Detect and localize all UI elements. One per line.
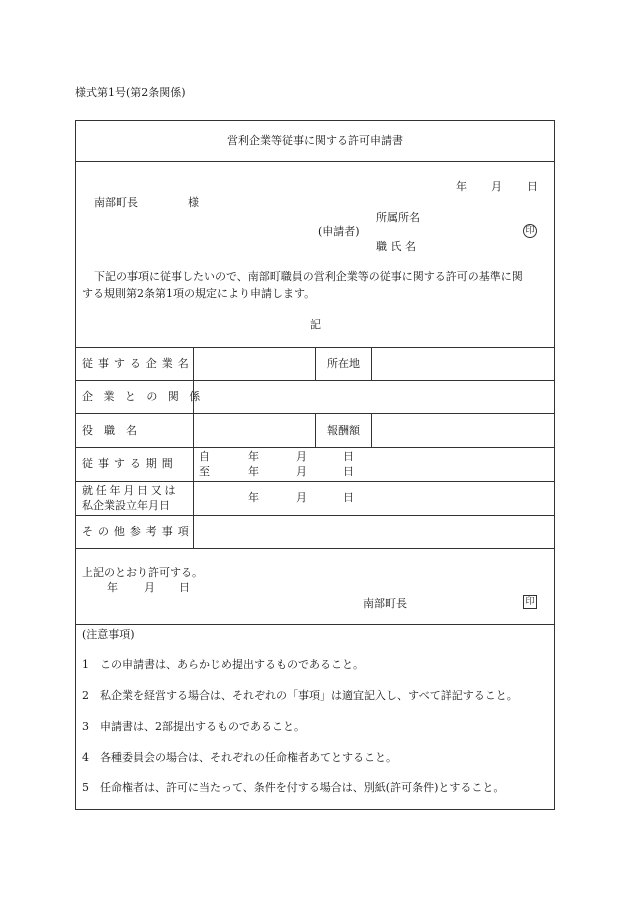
label-position: 役 職 名 xyxy=(82,424,137,437)
form-number: 様式第1号(第2条関係) xyxy=(75,86,186,99)
divider xyxy=(75,481,555,482)
intro-text-line-2: する規則第2条第1項の規定により申請します。 xyxy=(82,287,316,300)
addressee-honorific: 様 xyxy=(188,196,199,209)
column-divider xyxy=(371,413,372,447)
divider xyxy=(75,515,555,516)
form-title: 営利企業等従事に関する許可申請書 xyxy=(227,134,403,147)
affiliation-label: 所属所名 xyxy=(376,211,420,224)
appointed-year: 年 xyxy=(248,491,259,504)
approver: 南部町長 xyxy=(363,597,407,610)
divider xyxy=(75,624,555,625)
label-compensation: 報酬額 xyxy=(327,424,360,437)
period-from-year: 年 xyxy=(248,450,259,463)
appointed-month: 月 xyxy=(296,491,307,504)
label-other: その他参考事項 xyxy=(82,525,194,538)
approval-text: 上記のとおり許可する。 xyxy=(82,566,203,579)
date-year: 年 xyxy=(456,180,467,193)
divider xyxy=(75,380,555,381)
note-item: 5 任命権者は、許可に当たって、条件を付する場合は、別紙(許可条件)とすること。 xyxy=(82,781,505,794)
notes-title: (注意事項) xyxy=(82,628,135,641)
addressee: 南部町長 xyxy=(94,196,138,209)
period-to-month: 月 xyxy=(296,465,307,478)
label-appointed-line-1: 就任年月日又は xyxy=(82,484,179,497)
approval-month: 月 xyxy=(144,581,155,594)
note-item: 3 申請書は、2部提出するものであること。 xyxy=(82,720,305,733)
approver-seal-icon: 印 xyxy=(523,595,537,609)
note-item: 4 各種委員会の場合は、それぞれの任命権者あてとすること。 xyxy=(82,751,397,764)
note-item: 1 この申請書は、あらかじめ提出するものであること。 xyxy=(82,658,364,671)
approval-day: 日 xyxy=(179,581,190,594)
period-to: 至 xyxy=(199,465,210,478)
label-location: 所在地 xyxy=(327,357,360,370)
divider xyxy=(75,447,555,448)
column-divider xyxy=(371,347,372,380)
period-to-year: 年 xyxy=(248,465,259,478)
label-appointed-line-2: 私企業設立年月日 xyxy=(82,499,170,512)
period-to-day: 日 xyxy=(343,465,354,478)
position-name-label: 職 氏 名 xyxy=(376,240,416,253)
column-divider xyxy=(315,413,316,447)
date-month: 月 xyxy=(491,180,502,193)
approval-year: 年 xyxy=(107,581,118,594)
ki-label: 記 xyxy=(310,318,321,331)
label-company-name: 従事する企業名 xyxy=(82,357,194,370)
appointed-day: 日 xyxy=(343,491,354,504)
intro-text-line-1: 下記の事項に従事したいので、南部町職員の営利企業等の従事に関する許可の基準に関 xyxy=(94,270,523,283)
label-relation: 企業との関係 xyxy=(82,390,211,403)
label-period: 従事する期間 xyxy=(82,457,178,470)
period-from-day: 日 xyxy=(343,450,354,463)
date-day: 日 xyxy=(527,180,538,193)
period-from: 自 xyxy=(199,450,210,463)
seal-icon: 印 xyxy=(523,224,537,238)
column-divider xyxy=(315,347,316,380)
period-from-month: 月 xyxy=(296,450,307,463)
applicant-label: (申請者) xyxy=(318,225,360,238)
note-item: 2 私企業を経営する場合は、それぞれの「事項」は適宜記入し、すべて詳記すること。 xyxy=(82,689,518,702)
divider xyxy=(75,161,555,162)
column-divider xyxy=(193,347,194,548)
divider xyxy=(75,548,555,549)
